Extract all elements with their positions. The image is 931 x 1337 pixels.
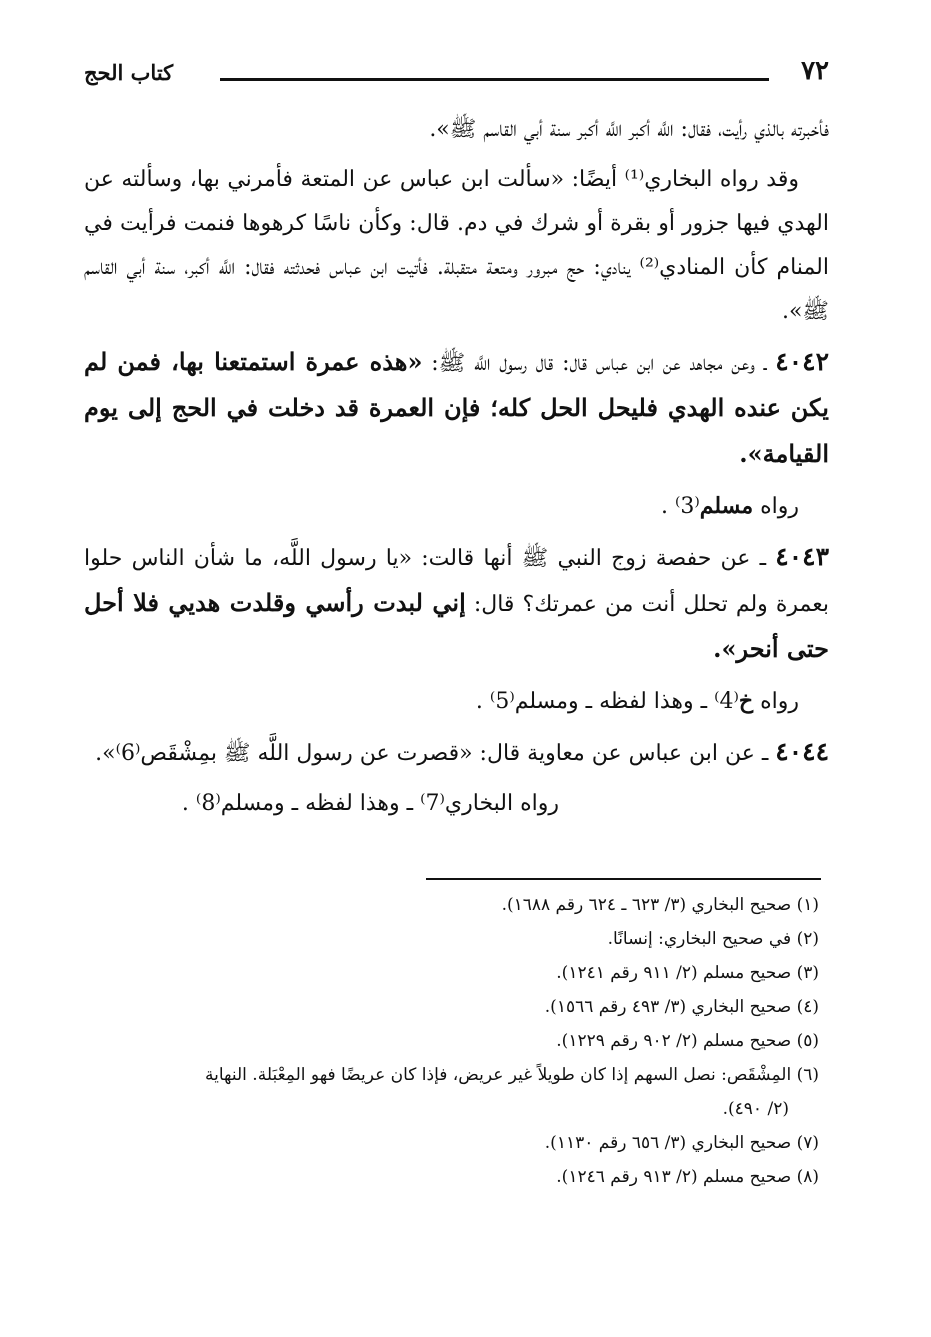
- hadith-4043: [84, 535, 829, 673]
- hadith-4042-reference: [84, 484, 829, 529]
- page-number: ٧٢: [801, 56, 829, 86]
- book-title: كتاب الحج: [84, 60, 174, 85]
- footnotes: [84, 888, 819, 1194]
- paragraph-bukhari-narration: وقد رواه البخاري⁽¹⁾ أيضًا: «سألت ابن عباس عن المتعة فأمرني بها، وسألته عن الهدي فيها جزور أو بقرة أو شرك في دم. قال: وكأن ناسًا كرهوها فنمت فرأيت في المنام كأن المنادي⁽²⁾ ينادي: حج مبرور ومتعة متقبلة. فأتيت ابن عباس فحدثته فقال: اللَّه أكبر، سنة أبي القاسم ﷺ».: [84, 167, 829, 324]
- footnote-3: (٣) صحيح مسلم (٢/ ٩١١ رقم ١٢٤١).: [556, 963, 819, 983]
- footnote-2: (٢) في صحيح البخاري: إنسانًا.: [607, 929, 819, 949]
- hadith-number: ٤٠٤٢: [775, 347, 830, 376]
- reference-note: ⁽3⁾ .: [660, 494, 700, 519]
- hadith-4044: [84, 730, 829, 776]
- hadith-4043-reference: [84, 679, 829, 724]
- header-rule: [220, 78, 769, 81]
- hadith-4042: [84, 340, 829, 478]
- main-text: [84, 108, 829, 826]
- paragraph-continuation: فأخبرته بالذي رأيت، فقال: اللَّه أكبر اللَّه أكبر سنة أبي القاسم ﷺ».: [429, 117, 829, 142]
- footnote-4: (٤) صحيح البخاري (٣/ ٤٩٣ رقم ١٥٦٦).: [544, 997, 819, 1017]
- footnote-6-continued: (٢/ ٤٩٠).: [722, 1099, 789, 1119]
- hadith-quote: إني لبدت رأسي وقلدت هديي فلا أحل حتى أنحر».: [84, 588, 829, 663]
- hadith-text: ـ عن ابن عباس عن معاوية قال: «قصرت عن رسول اللَّه ﷺ بمِشْقَص⁽6⁾».: [95, 741, 769, 766]
- footnote-8: (٨) صحيح مسلم (٢/ ٩١٣ رقم ١٢٤٦).: [556, 1167, 819, 1187]
- reference-note: ⁽4⁾ ـ وهذا لفظه ـ ومسلم⁽5⁾ .: [475, 689, 739, 714]
- hadith-4044-reference: رواه البخاري⁽7⁾ ـ وهذا لفظه ـ ومسلم⁽8⁾ .: [181, 791, 559, 816]
- footnote-6: (٦) المِشْقَص: نصل السهم إذا كان طويلاً غير عريض، فإذا كان عريضًا فهو المِعْبَلة. النهاية: [205, 1065, 819, 1085]
- hadith-quote: «هذه عمرة استمتعنا بها، فمن لم يكن عنده الهدي فليحل الحل كله؛ فإن العمرة قد دخلت في الحج إلى يوم القيامة».: [84, 347, 829, 468]
- hadith-text: ـ عن حفصة زوج النبي ﷺ أنها قالت: «يا رسول اللَّه، ما شأن الناس حلوا بعمرة ولم تحلل أنت من عمرتك؟ قال:: [84, 546, 829, 617]
- hadith-text: ـ وعن مجاهد عن ابن عباس قال: قال رسول اللَّه ﷺ:: [422, 351, 767, 376]
- reference-source: خ: [738, 688, 754, 714]
- footnote-1: (١) صحيح البخاري (٣/ ٦٢٣ ـ ٦٢٤ رقم ١٦٨٨).: [501, 895, 819, 915]
- footnote-7: (٧) صحيح البخاري (٣/ ٦٥٦ رقم ١١٣٠).: [544, 1133, 819, 1153]
- page-header: [84, 54, 829, 98]
- footnote-5: (٥) صحيح مسلم (٢/ ٩٠٢ رقم ١٢٢٩).: [556, 1031, 819, 1051]
- reference-prefix: رواه: [753, 689, 799, 714]
- hadith-number: ٤٠٤٤: [775, 737, 829, 766]
- footnote-separator: [426, 878, 821, 880]
- reference-prefix: رواه: [753, 494, 799, 519]
- reference-source: مسلم: [699, 493, 754, 519]
- hadith-number: ٤٠٤٣: [775, 542, 829, 571]
